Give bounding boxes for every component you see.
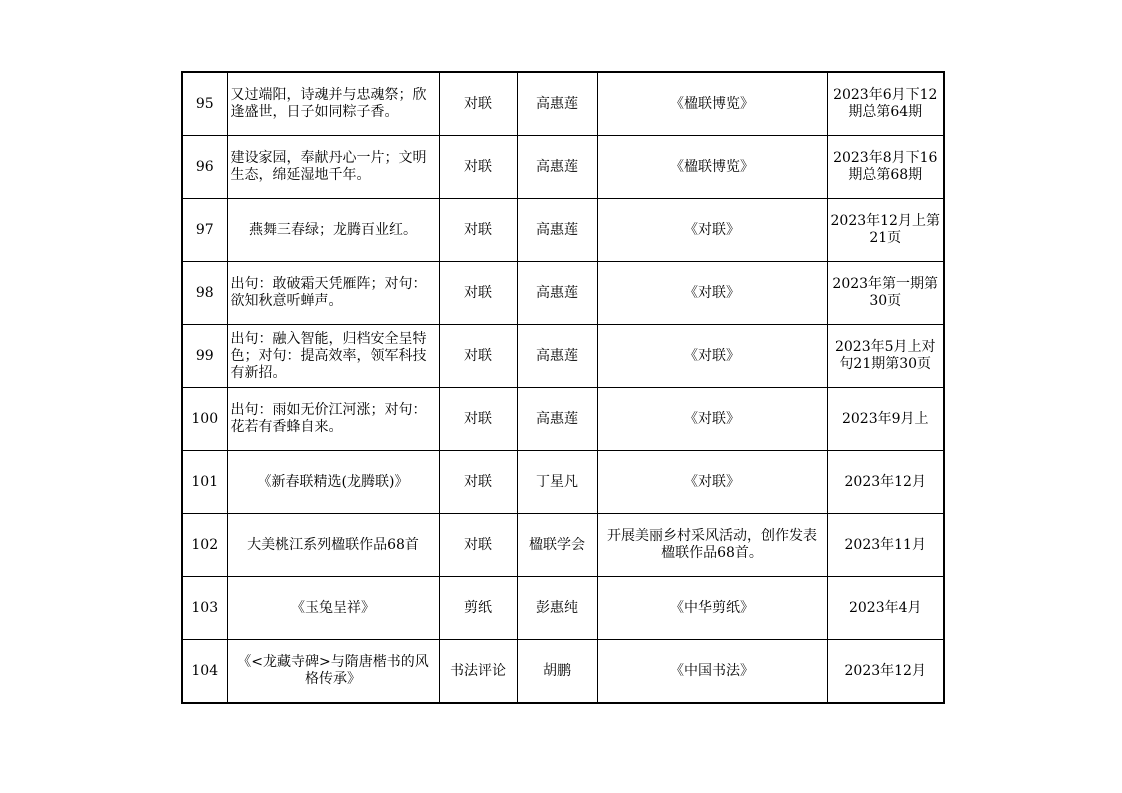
work-title: 建设家园，奉献丹心一片；文明生态，绵延湿地千年。 — [227, 136, 439, 199]
works-table — [181, 71, 945, 704]
publication: 开展美丽乡村采风活动，创作发表楹联作品68首。 — [597, 514, 827, 577]
table-row — [182, 514, 944, 577]
work-title: 出句：雨如无价江河涨；对句：花若有香蜂自来。 — [227, 388, 439, 451]
work-category: 对联 — [439, 451, 517, 514]
work-title: 《<龙藏寺碑>与隋唐楷书的风格传承》 — [227, 640, 439, 704]
row-number: 95 — [182, 72, 227, 136]
work-title: 出句：融入智能，归档安全呈特色；对句：提高效率，领军科技有新招。 — [227, 325, 439, 388]
publication: 《对联》 — [597, 388, 827, 451]
work-author: 高惠莲 — [517, 136, 597, 199]
publish-date: 2023年9月上 — [827, 388, 944, 451]
publish-date: 2023年12月 — [827, 451, 944, 514]
work-author: 胡鹏 — [517, 640, 597, 704]
work-author: 彭惠纯 — [517, 577, 597, 640]
publication: 《楹联博览》 — [597, 136, 827, 199]
work-author: 高惠莲 — [517, 325, 597, 388]
publish-date: 2023年5月上对句21期第30页 — [827, 325, 944, 388]
work-author: 高惠莲 — [517, 199, 597, 262]
row-number: 103 — [182, 577, 227, 640]
work-title: 大美桃江系列楹联作品68首 — [227, 514, 439, 577]
work-category: 书法评论 — [439, 640, 517, 704]
publication: 《对联》 — [597, 199, 827, 262]
work-category: 对联 — [439, 388, 517, 451]
publication: 《中华剪纸》 — [597, 577, 827, 640]
work-author: 高惠莲 — [517, 388, 597, 451]
work-category: 对联 — [439, 325, 517, 388]
publish-date: 2023年6月下12期总第64期 — [827, 72, 944, 136]
row-number: 98 — [182, 262, 227, 325]
publish-date: 2023年12月 — [827, 640, 944, 704]
publication: 《楹联博览》 — [597, 72, 827, 136]
publication: 《中国书法》 — [597, 640, 827, 704]
publish-date: 2023年4月 — [827, 577, 944, 640]
publish-date: 2023年第一期第30页 — [827, 262, 944, 325]
work-category: 剪纸 — [439, 577, 517, 640]
table-row — [182, 72, 944, 136]
table-body — [182, 72, 944, 703]
table-row — [182, 262, 944, 325]
work-author: 楹联学会 — [517, 514, 597, 577]
row-number: 100 — [182, 388, 227, 451]
table-row — [182, 136, 944, 199]
work-category: 对联 — [439, 72, 517, 136]
work-category: 对联 — [439, 199, 517, 262]
publish-date: 2023年11月 — [827, 514, 944, 577]
work-title: 燕舞三春绿；龙腾百业红。 — [227, 199, 439, 262]
work-category: 对联 — [439, 136, 517, 199]
work-category: 对联 — [439, 514, 517, 577]
work-author: 丁星凡 — [517, 451, 597, 514]
table-row — [182, 325, 944, 388]
table-row — [182, 199, 944, 262]
publication: 《对联》 — [597, 451, 827, 514]
table-row — [182, 640, 944, 704]
row-number: 101 — [182, 451, 227, 514]
publication: 《对联》 — [597, 262, 827, 325]
work-title: 《玉兔呈祥》 — [227, 577, 439, 640]
work-author: 高惠莲 — [517, 72, 597, 136]
work-author: 高惠莲 — [517, 262, 597, 325]
work-title: 出句：敢破霜天凭雁阵；对句：欲知秋意听蝉声。 — [227, 262, 439, 325]
row-number: 99 — [182, 325, 227, 388]
table-row — [182, 451, 944, 514]
publish-date: 2023年8月下16期总第68期 — [827, 136, 944, 199]
publish-date: 2023年12月上第21页 — [827, 199, 944, 262]
table-row — [182, 577, 944, 640]
row-number: 97 — [182, 199, 227, 262]
work-title: 又过端阳，诗魂并与忠魂祭；欣逢盛世，日子如同粽子香。 — [227, 72, 439, 136]
row-number: 104 — [182, 640, 227, 704]
row-number: 102 — [182, 514, 227, 577]
work-category: 对联 — [439, 262, 517, 325]
table-row — [182, 388, 944, 451]
work-title: 《新春联精选(龙腾联)》 — [227, 451, 439, 514]
row-number: 96 — [182, 136, 227, 199]
publication: 《对联》 — [597, 325, 827, 388]
